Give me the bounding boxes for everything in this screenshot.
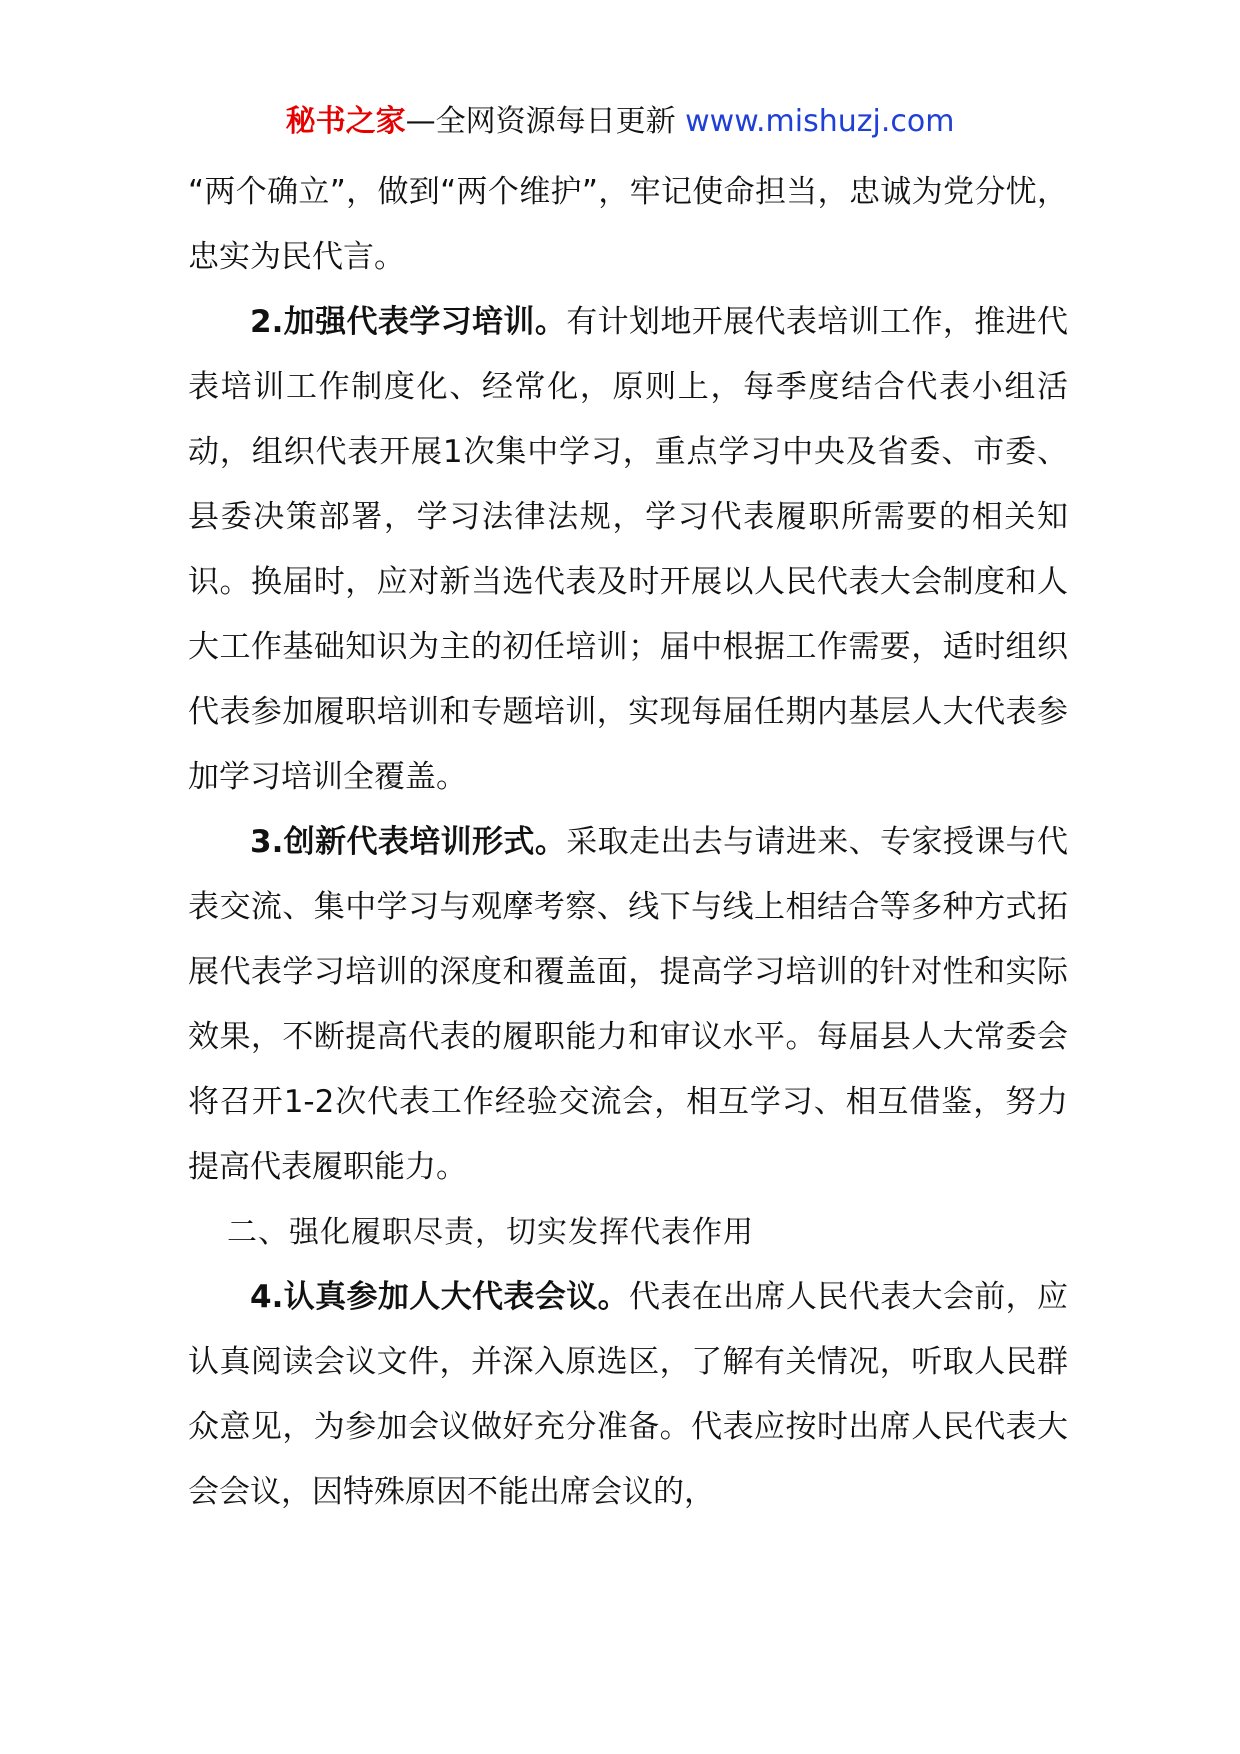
document-body [188, 160, 1068, 1525]
paragraph-item-2 [188, 290, 1068, 810]
paragraph-text: “两个确立”，做到“两个维护”，牢记使命担当，忠诚为党分忧，忠实为民代言。 [188, 174, 1068, 275]
paragraph-lead-heading: 4.认真参加人大代表会议。 [250, 1279, 629, 1315]
brand-slogan: —全网资源每日更新 [405, 104, 676, 139]
paragraph-lead-heading: 3.创新代表培训形式。 [250, 824, 567, 860]
paragraph-text: 采取走出去与请进来、专家授课与代表交流、集中学习与观摩考察、线下与线上相结合等多种方式拓展代表学习培训的深度和覆盖面，提高学习培训的针对性和实际效果，不断提高代表的履职能力和审议水平。每届县人大常委会将召开1-2次代表工作经验交流会，相互学习、相互借鉴，努力提高代表履职能力。 [188, 824, 1068, 1185]
brand-name: 秘书之家 [285, 104, 406, 139]
section-heading-2: 二、强化履职尽责，切实发挥代表作用 [227, 1215, 754, 1250]
paragraph-item-4 [188, 1265, 1068, 1525]
paragraph-text: 代表在出席人民代表大会前，应认真阅读会议文件，并深入原选区，了解有关情况，听取人民群众意见，为参加会议做好充分准备。代表应按时出席人民代表大会会议，因特殊原因不能出席会议的， [188, 1279, 1068, 1510]
paragraph-continued [188, 160, 1068, 290]
site-watermark-header [0, 100, 1240, 144]
site-url: www.mishuzj.com [685, 104, 955, 139]
paragraph-item-3 [188, 810, 1068, 1200]
paragraph-lead-heading: 2.加强代表学习培训。 [250, 304, 567, 340]
paragraph-text: 有计划地开展代表培训工作，推进代表培训工作制度化、经常化，原则上，每季度结合代表小组活动，组织代表开展1次集中学习，重点学习中央及省委、市委、县委决策部署，学习法律法规，学习代表履职所需要的相关知识。换届时，应对新当选代表及时开展以人民代表大会制度和人大工作基础知识为主的初任培训；届中根据工作需要，适时组织代表参加履职培训和专题培训，实现每届任期内基层人大代表参加学习培训全覆盖。 [188, 304, 1068, 795]
